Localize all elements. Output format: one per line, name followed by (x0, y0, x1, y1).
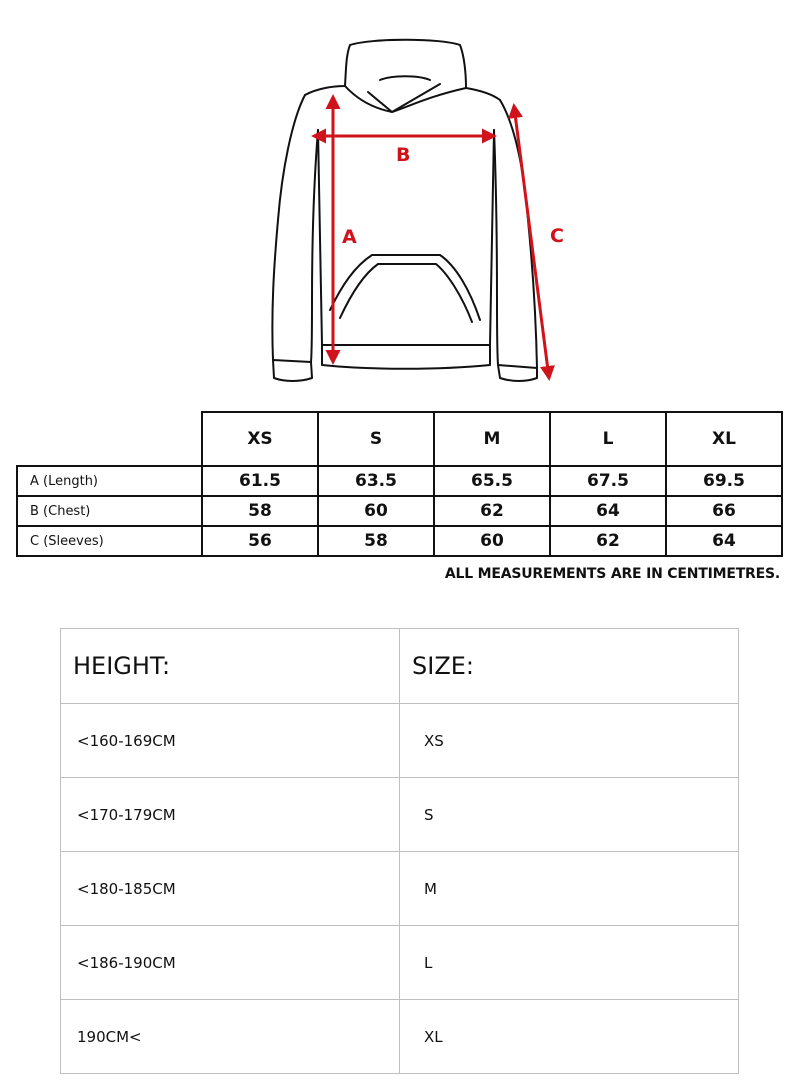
table-row (17, 526, 782, 556)
label-c: C (550, 225, 564, 247)
left-sleeve-inner (311, 130, 318, 362)
measurement-value: 61.5 (202, 466, 318, 496)
height-header-row (61, 629, 739, 704)
measurement-value: 63.5 (318, 466, 434, 496)
height-range: 190CM< (61, 1000, 400, 1074)
measurement-value: 65.5 (434, 466, 550, 496)
header-corner (17, 412, 202, 466)
measurement-value: 67.5 (550, 466, 666, 496)
hood-outline (305, 40, 500, 100)
row-label: C (Sleeves) (17, 526, 202, 556)
height-range: <170-179CM (61, 778, 400, 852)
measurement-note: ALL MEASUREMENTS ARE IN CENTIMETRES. (444, 566, 780, 582)
size-value: XS (400, 704, 739, 778)
table-row (17, 496, 782, 526)
measurement-value: 62 (550, 526, 666, 556)
measurement-value: 66 (666, 496, 782, 526)
measurement-value: 58 (318, 526, 434, 556)
height-header: HEIGHT: (61, 629, 400, 704)
label-a: A (342, 226, 357, 248)
size-header: SIZE: (400, 629, 739, 704)
height-size-table (60, 628, 739, 1074)
measurement-value: 60 (434, 526, 550, 556)
measurement-value: 69.5 (666, 466, 782, 496)
left-sleeve-outline (272, 95, 305, 360)
measurement-value: 64 (666, 526, 782, 556)
table-row (61, 704, 739, 778)
table-row (61, 852, 739, 926)
table-row (61, 1000, 739, 1074)
pocket-lip (340, 264, 472, 322)
size-value: M (400, 852, 739, 926)
height-range: <180-185CM (61, 852, 400, 926)
left-cuff (273, 360, 312, 381)
right-sleeve-inner (494, 130, 498, 365)
hood-inner (345, 86, 466, 112)
row-label: A (Length) (17, 466, 202, 496)
size-value: L (400, 926, 739, 1000)
row-label: B (Chest) (17, 496, 202, 526)
size-header: XL (666, 412, 782, 466)
hoodie-diagram (0, 0, 800, 410)
height-range: <186-190CM (61, 926, 400, 1000)
body-side-left (318, 130, 322, 345)
measurement-value: 62 (434, 496, 550, 526)
measurements-table (16, 411, 783, 557)
height-range: <160-169CM (61, 704, 400, 778)
measurement-value: 58 (202, 496, 318, 526)
size-header: XS (202, 412, 318, 466)
table-row (61, 926, 739, 1000)
table-row (61, 778, 739, 852)
measurement-value: 60 (318, 496, 434, 526)
label-b: B (396, 144, 411, 166)
size-header-row (17, 412, 782, 466)
measurement-value: 64 (550, 496, 666, 526)
arrow-c (514, 106, 549, 378)
right-cuff (498, 365, 537, 381)
size-value: XL (400, 1000, 739, 1074)
measurement-value: 56 (202, 526, 318, 556)
hood-neck (380, 76, 430, 80)
size-header: S (318, 412, 434, 466)
hem (322, 345, 490, 369)
size-value: S (400, 778, 739, 852)
size-header: M (434, 412, 550, 466)
table-row (17, 466, 782, 496)
size-header: L (550, 412, 666, 466)
body-side-right (490, 130, 494, 345)
